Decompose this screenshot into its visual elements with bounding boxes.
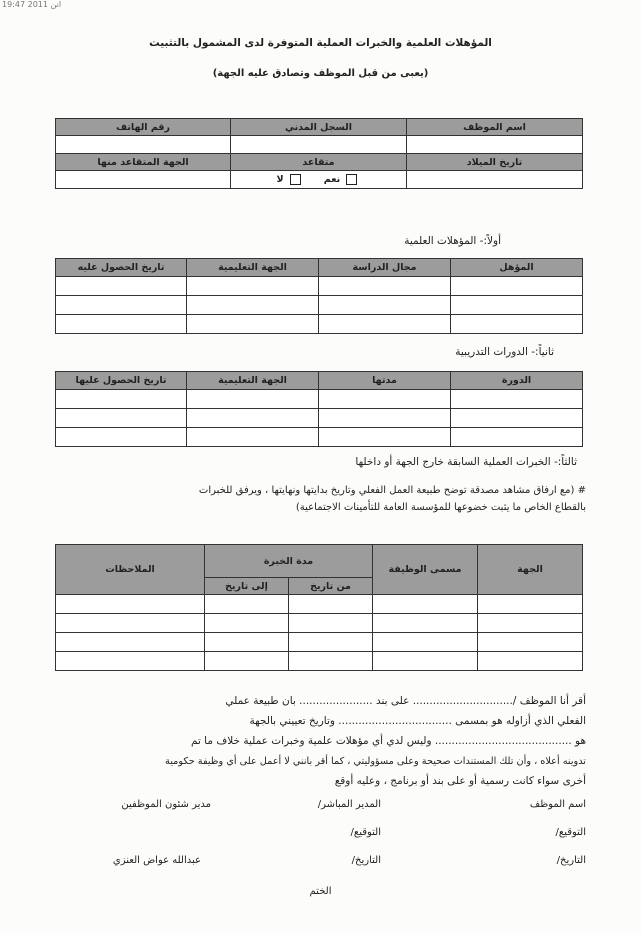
table-row [56, 428, 583, 447]
section-qualifications-heading: أولاً:- المؤهلات العلمية [404, 235, 501, 247]
declaration-line5: أخرى سواء كانت رسمية أو على بند أو برنامج ، وعليه أوقع [334, 775, 586, 787]
experience-note-line2: بالقطاع الخاص ما يثبت خضوعها للمؤسسة العامة للتأمينات الاجتماعية) [295, 502, 586, 513]
retired-no-label: لا [276, 174, 284, 185]
retired-yes-label: نعم [323, 174, 341, 185]
employee-signature-label: التوقيع/ [555, 827, 586, 838]
employee-name-label: اسم الموظف [529, 799, 586, 810]
header-employer: الجهة [478, 545, 583, 595]
header-course-educational-body: الجهة التعليمية [187, 372, 319, 390]
retired-no-checkbox[interactable] [290, 174, 301, 185]
header-to-date: إلى تاريخ [205, 578, 289, 595]
qualifications-table [55, 258, 583, 334]
retired-yes-checkbox[interactable] [346, 174, 357, 185]
header-course: الدورة [451, 372, 583, 390]
civil-record-field[interactable] [231, 136, 407, 154]
table-row [56, 409, 583, 428]
training-courses-table [55, 371, 583, 447]
header-experience-duration: مدة الخبرة [205, 545, 373, 578]
document-subtitle: (يعبى من قبل الموظف وتصادق عليه الجهة) [212, 68, 429, 79]
table-row [56, 296, 583, 315]
table-row [56, 652, 583, 671]
section-training-heading: ثانياً:- الدورات التدريبية [455, 346, 554, 358]
phone-number-field[interactable] [56, 136, 231, 154]
header-study-field: مجال الدراسة [319, 259, 451, 277]
header-qualification: المؤهل [451, 259, 583, 277]
header-retired-from: الجهة المتقاعد منها [56, 154, 231, 171]
birth-date-field[interactable] [407, 171, 583, 189]
header-course-date-obtained: تاريخ الحصول عليها [56, 372, 187, 390]
manager-date-label: التاريخ/ [351, 855, 381, 866]
header-date-obtained: تاريخ الحصول عليه [56, 259, 187, 277]
table-row [56, 390, 583, 409]
employee-date-label: التاريخ/ [556, 855, 586, 866]
section-experience-heading: ثالثاً:- الخبرات العملية السابقة خارج الجهة أو داخلها [355, 456, 577, 468]
table-row [56, 315, 583, 334]
header-civil-record: السجل المدني [231, 119, 407, 136]
table-row [56, 633, 583, 652]
header-phone-number: رقم الهاتف [56, 119, 231, 136]
experience-note-line1: # (مع ارفاق مشاهد مصدقة توضح طبيعة العمل الفعلي وتاريخ بدايتها ونهايتها ، ويرفق للخبرات [198, 485, 586, 496]
hr-director-name: عبدالله عواض العنزي [112, 855, 201, 866]
header-birth-date: تاريخ الميلاد [407, 154, 583, 171]
manager-signature-label: التوقيع/ [350, 827, 381, 838]
header-retired: متقاعد [231, 154, 407, 171]
scan-timestamp: انن 2011 19:47 [2, 0, 62, 9]
declaration-line4: تدوينه أعلاه ، وأن تلك المستندات صحيحة وعلى مسؤوليتي ، كما أقر بانني لا أعمل على أي وظيفة حكومية [165, 756, 586, 767]
header-notes: الملاحظات [56, 545, 205, 595]
declaration-line1: أقر أنا الموظف /.............................. على بند ...................... بان طبيعة عملي [225, 695, 586, 707]
employee-name-field[interactable] [407, 136, 583, 154]
header-from-date: من تاريخ [289, 578, 373, 595]
header-job-title: مسمى الوظيفة [373, 545, 478, 595]
employee-info-table [55, 118, 583, 189]
table-row [56, 277, 583, 296]
experience-table [55, 544, 583, 671]
document-title: المؤهلات العلمية والخبرات العملية المتوفرة لدى المشمول بالتثبيت [149, 37, 492, 49]
table-row [56, 595, 583, 614]
header-course-duration: مدتها [319, 372, 451, 390]
direct-manager-label: المدير المباشر/ [317, 799, 381, 810]
header-employee-name: اسم الموظف [407, 119, 583, 136]
retired-options [231, 171, 407, 189]
stamp-label: الختم [309, 886, 332, 897]
declaration-line2: الفعلي الذي أزاوله هو بمسمى .................................. وتاريخ تعييني بالجهة [249, 715, 586, 727]
hr-director-label: مدير شئون الموظفين [121, 799, 211, 810]
table-row [56, 614, 583, 633]
retired-from-field[interactable] [56, 171, 231, 189]
declaration-line3: هو ......................................... وليس لدي أي مؤهلات علمية وخبرات عملية خلاف ما تم [190, 735, 586, 747]
header-educational-body: الجهة التعليمية [187, 259, 319, 277]
